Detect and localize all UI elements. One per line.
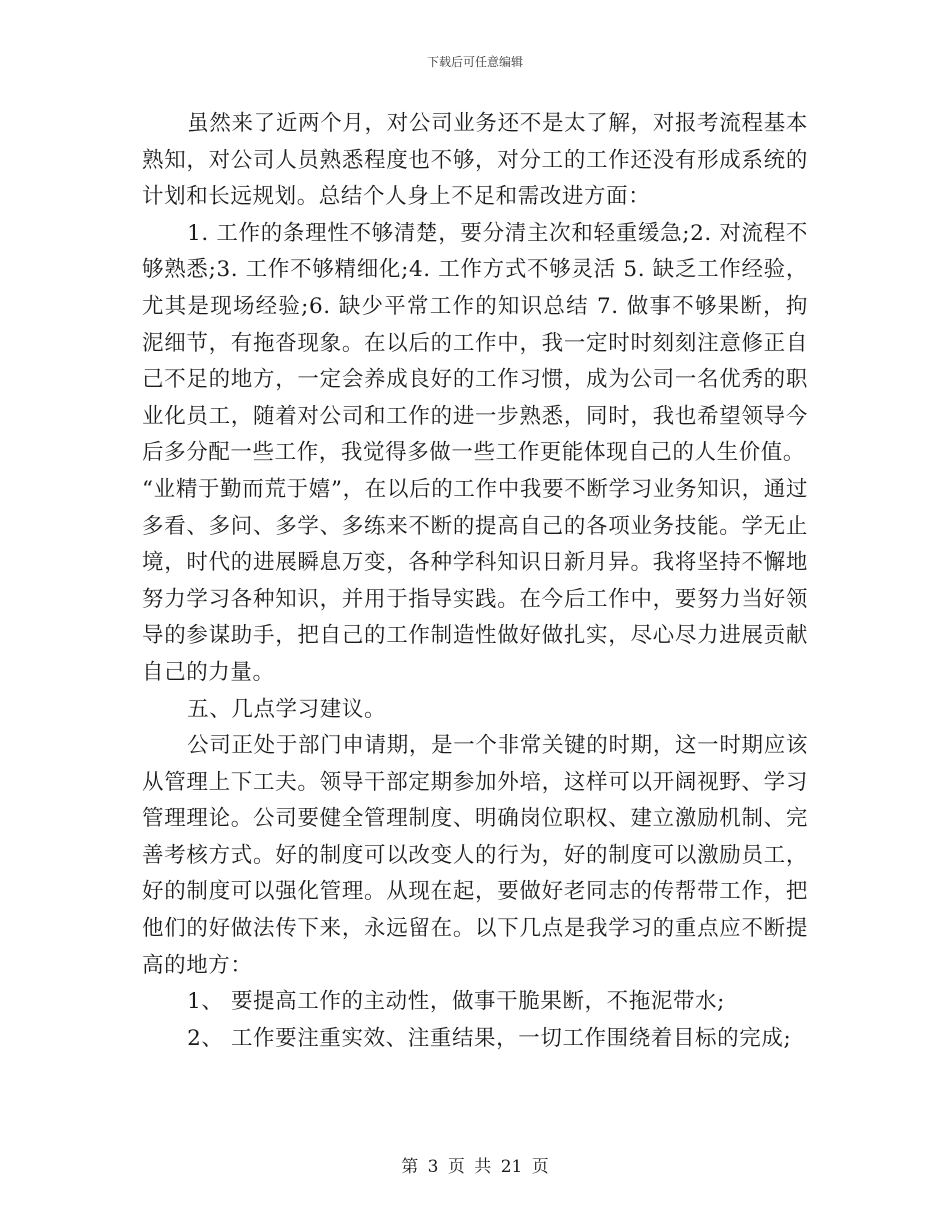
paragraph-4: 公司正处于部门申请期，是一个非常关键的时期，这一时期应该从管理上下工夫。领导干部定期参加外培，这样可以开阔视野、学习管理理论。公司要健全管理制度、明确岗位职权、建立激励机制、完善考核方式。好的制度可以改变人的行为，好的制度可以激励员工，好的制度可以强化管理。从现在起，要做好老同志的传帮带工作，把他们的好做法传下来，永远留在。以下几点是我学习的重点应不断提高的地方： [142, 733, 808, 978]
list-item-2: 2、 工作要注重实效、注重结果，一切工作围绕着目标的完成; [187, 1025, 792, 1051]
paragraph-3: “业精于勤而荒于嬉”，在以后的工作中我要不断学习业务知识，通过多看、多问、多学、多练来不断的提高自己的各项业务技能。学无止境，时代的进展瞬息万变，各种学科知识日新月异。我将坚持不懈地努力学习各种知识，并用于指导实践。在今后工作中，要努力当好领导的参谋助手，把自己的工作制造性做好做扎实，尽心尽力进展贡献自己的力量。 [142, 476, 808, 685]
paragraph-2: 1. 工作的条理性不够清楚，要分清主次和轻重缓急;2. 对流程不够熟悉;3. 工作不够精细化;4. 工作方式不够灵活 5. 缺乏工作经验，尤其是现场经验;6. 缺少平常工作的知识总结 7. 做事不够果断，拘泥细节，有拖沓现象。在以后的工作中，我一定时时刻刻注意修正自己不足的地方，一定会养成良好的工作习惯，成为公司一名优秀的职业化员工，随着对公司和工作的进一步熟悉，同时，我也希望领导今后多分配一些工作，我觉得多做一些工作更能体现自己的人生价值。 [142, 220, 808, 466]
paragraph-1: 虽然来了近两个月，对公司业务还不是太了解，对报考流程基本熟知，对公司人员熟悉程度也不够，对分工的工作还没有形成系统的计划和长远规划。总结个人身上不足和需改进方面： [142, 111, 808, 210]
list-item-1: 1、 要提高工作的主动性，做事干脆果断，不拖泥带水; [187, 989, 725, 1015]
document-body [142, 106, 808, 1057]
header-note: 下载后可任意编辑 [426, 55, 523, 69]
page-number: 第 3 页 共 21 页 [401, 1157, 549, 1177]
section-heading-5: 五、几点学习建议。 [187, 696, 387, 722]
